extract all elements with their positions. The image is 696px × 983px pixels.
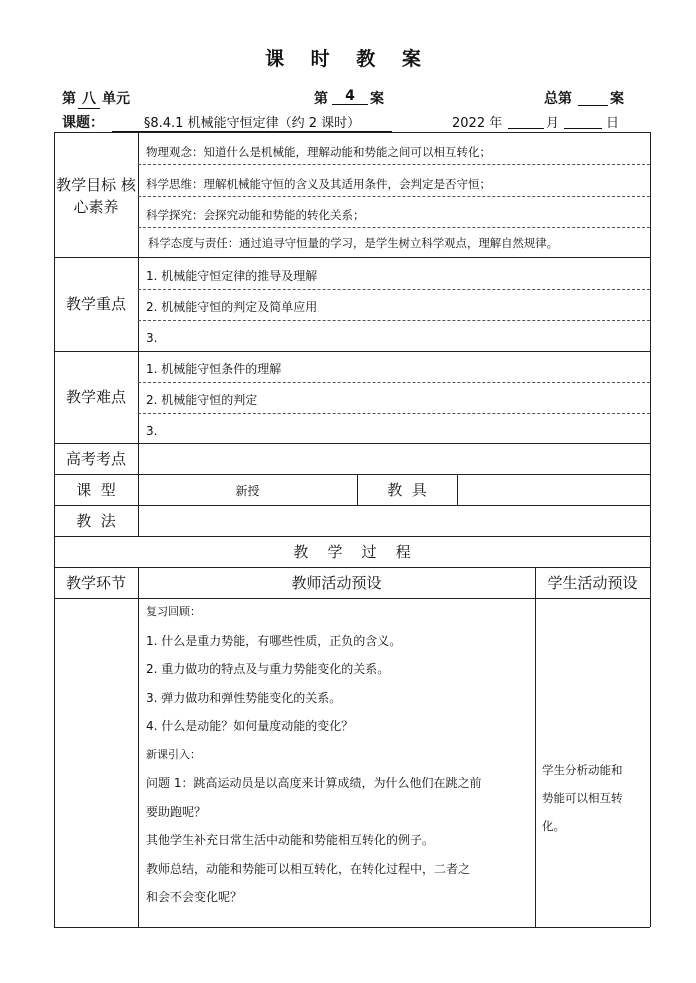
- month-suffix: 月: [546, 116, 560, 131]
- teacher-line: 4. 什么是动能？如何量度动能的变化？: [146, 719, 354, 733]
- total-prefix: 总第: [544, 91, 572, 107]
- unit-suffix: 单元: [102, 91, 130, 107]
- keypoints-bottom-line: [54, 351, 650, 352]
- process-header: 教 学 过 程: [293, 543, 411, 561]
- student-activity: [542, 756, 647, 840]
- difficulty-item: 1. 机械能守恒条件的理解: [146, 362, 282, 376]
- keypoint-item: 1. 机械能守恒定律的推导及理解: [146, 269, 318, 283]
- subject-year: 2022 年: [452, 116, 503, 131]
- table-border-bottom: [54, 927, 650, 928]
- process-col-divider-1: [138, 567, 139, 927]
- type-divider-2: [457, 474, 458, 505]
- teaching-method-label: 教 法: [76, 512, 116, 530]
- subject-title: §8.4.1 机械能守恒定律（约 2 课时）: [112, 112, 392, 132]
- col-student-header: 学生活动预设: [547, 574, 638, 592]
- day-suffix: 日: [606, 116, 620, 131]
- teacher-activity: [146, 598, 532, 912]
- teacher-line: 2. 重力做功的特点及与重力势能变化的关系。: [146, 662, 390, 676]
- teacher-line: 新课引入：: [146, 747, 201, 761]
- row-divider: [138, 320, 650, 321]
- student-line: 学生分析动能和: [542, 763, 623, 777]
- process-col-divider-2: [535, 567, 536, 927]
- difficulties-label: 教学难点: [65, 388, 126, 406]
- keypoints-label: 教学重点: [65, 295, 126, 313]
- teacher-line: 教师总结，动能和势能可以相互转化，在转化过程中，二者之: [146, 861, 471, 876]
- row-divider: [138, 289, 650, 290]
- objectives-bottom-line: [54, 257, 650, 258]
- row-divider: [138, 196, 650, 197]
- teacher-line: 1. 什么是重力势能，有哪些性质，正负的含义。: [146, 633, 402, 648]
- col-teacher-header: 教师活动预设: [291, 574, 382, 592]
- lesson-type-label: 课 型: [76, 481, 116, 499]
- objective-item: 科学探究：会探究动能和势能的转化关系；: [146, 208, 365, 222]
- objectives-label: 教学目标 核心素养: [56, 176, 136, 216]
- page-title: 课 时 教 案: [265, 48, 431, 70]
- teacher-line: 和会不会变化呢？: [146, 890, 243, 904]
- teacher-line: 要助跑呢？: [146, 804, 207, 819]
- subject-label: 课题：: [62, 115, 104, 131]
- student-line: 势能可以相互转: [542, 791, 623, 805]
- lesson-number: 4: [332, 88, 368, 105]
- row-divider: [138, 227, 650, 228]
- row-divider: [138, 413, 650, 414]
- unit-prefix: 第: [62, 91, 76, 107]
- teacher-line: 其他学生补充日常生活中动能和势能相互转化的例子。: [146, 833, 435, 847]
- label-column-divider: [138, 132, 139, 536]
- table-border-top: [54, 132, 650, 133]
- student-line: 化。: [542, 819, 565, 833]
- unit-value: 八: [78, 88, 100, 109]
- col-stage-header: 教学环节: [65, 574, 126, 592]
- difficulty-item: 3.: [146, 424, 158, 438]
- lesson-prefix: 第: [314, 91, 328, 107]
- lesson-suffix: 案: [370, 91, 384, 107]
- objective-item: 科学态度与责任：通过追寻守恒量的学习，是学生树立科学观点，理解自然规律。: [148, 236, 559, 250]
- teaching-tools-label: 教 具: [387, 481, 427, 499]
- table-border-right: [650, 132, 651, 927]
- objective-item: 科学思维：理解机械能守恒的含义及其适用条件，会判定是否守恒；: [146, 177, 491, 191]
- keypoint-item: 3.: [146, 331, 158, 345]
- total-suffix: 案: [610, 91, 624, 107]
- lesson-type-value: 新授: [235, 484, 260, 498]
- exam-bottom-line: [54, 474, 650, 475]
- row-divider: [138, 382, 650, 383]
- objective-item: 物理观念：知道什么是机械能，理解动能和势能之间可以相互转化；: [146, 145, 491, 159]
- keypoint-item: 2. 机械能守恒的判定及简单应用: [146, 300, 318, 314]
- exam-points-label: 高考考点: [65, 450, 126, 468]
- teacher-line: 3. 弹力做功和弹性势能变化的关系。: [146, 690, 342, 705]
- method-bottom-line: [54, 536, 650, 537]
- difficulties-bottom-line: [54, 443, 650, 444]
- row-divider: [138, 164, 650, 165]
- difficulty-item: 2. 机械能守恒的判定: [146, 393, 258, 407]
- process-header-bottom-line: [54, 567, 650, 568]
- teacher-line: 复习回顾：: [146, 605, 201, 618]
- teacher-line: 问题 1：跳高运动员是以高度来计算成绩，为什么他们在跳之前: [146, 776, 482, 790]
- type-bottom-line: [54, 505, 650, 506]
